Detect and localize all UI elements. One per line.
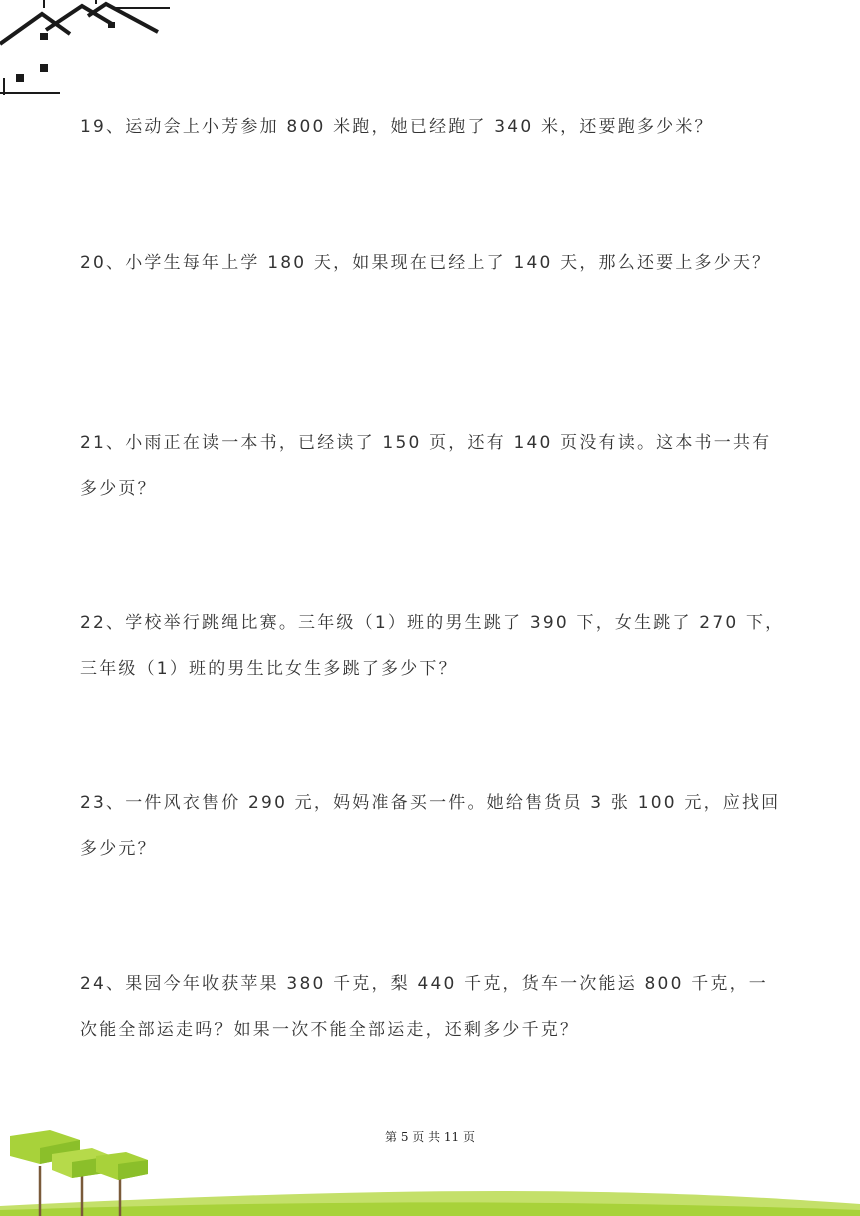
page-number: 第 5 页 共 11 页 [385, 1130, 475, 1144]
house-roofs-icon [0, 0, 175, 100]
question-22: 22、学校举行跳绳比赛。三年级（1）班的男生跳了 390 下，女生跳了 270 下，三年级（1）班的男生比女生多跳了多少下？ [80, 613, 785, 679]
question-20: 20、小学生每年上学 180 天，如果现在已经上了 140 天，那么还要上多少天？ [80, 253, 772, 273]
question-23: 23、一件风衣售价 290 元，妈妈准备买一件。她给售货员 3 张 100 元，应找回多少元？ [80, 793, 781, 859]
question-19: 19、运动会上小芳参加 800 米跑，她已经跑了 340 米，还要跑多少米？ [80, 117, 714, 137]
question-21: 21、小雨正在读一本书，已经读了 150 页，还有 140 页没有读。这本书一共有多少页？ [80, 433, 772, 499]
question-24: 24、果园今年收获苹果 380 千克，梨 440 千克，货车一次能运 800 千克，一次能全部运走吗？如果一次不能全部运走，还剩多少千克？ [80, 974, 768, 1040]
trees-and-hill-icon [0, 1126, 860, 1216]
